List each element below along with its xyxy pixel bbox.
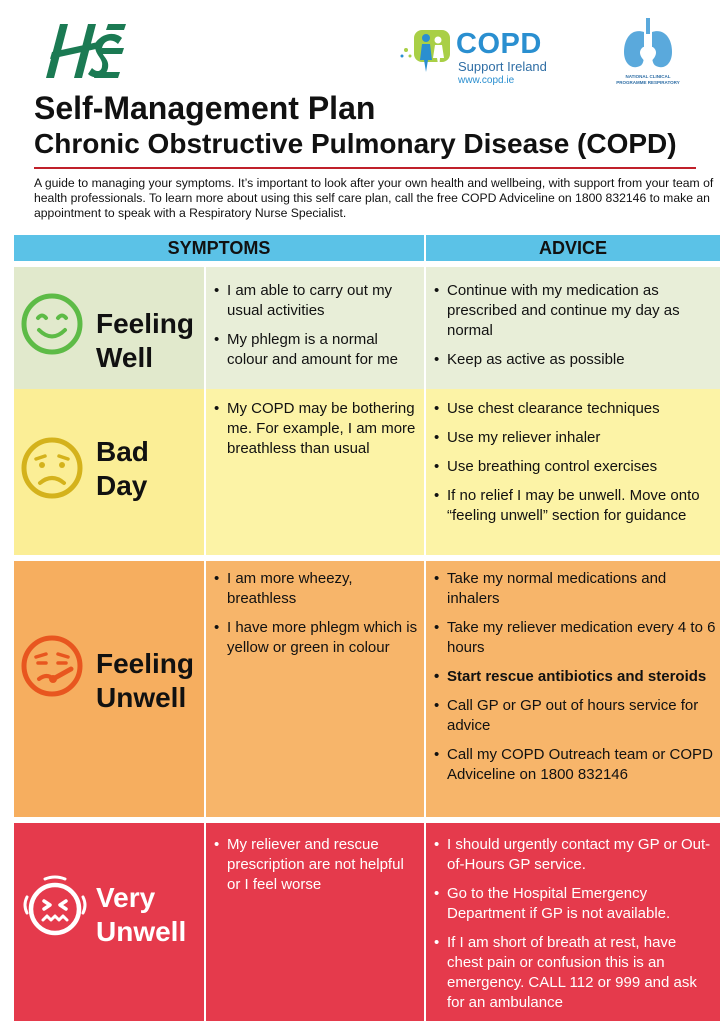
- symptom-item: • I am able to carry out my usual activities: [214, 281, 420, 321]
- advice-item: • Take my normal medications and inhalers: [434, 569, 716, 609]
- symptom-item: • My COPD may be bothering me. For example, I am more breathless than usual: [214, 399, 420, 459]
- smiling-face-icon: [19, 291, 85, 357]
- zone-label: Very Unwell: [96, 882, 187, 947]
- symptoms-header: SYMPTOMS: [14, 235, 424, 261]
- national-programme-text: NATIONAL CLINICAL PROGRAMME RESPIRATORY: [616, 74, 680, 85]
- advice-item: • Take my reliever medication every 4 to 6 hours: [434, 618, 716, 658]
- advice-item: • Use my reliever inhaler: [434, 428, 716, 448]
- advice-item: • Start rescue antibiotics and steroids: [434, 667, 716, 687]
- symptom-item: • I have more phlegm which is yellow or green in colour: [214, 618, 420, 658]
- symptom-item: • My reliever and rescue prescription are not helpful or I feel worse: [214, 835, 420, 895]
- lungs-heart-logo: [610, 14, 686, 92]
- page-title: Self-Management Plan: [34, 90, 376, 126]
- advice-item: • If no relief I may be unwell. Move onto “feeling unwell” section for guidance: [434, 486, 716, 526]
- advice-item: • Keep as active as possible: [434, 350, 716, 370]
- advice-item: • Call GP or GP out of hours service for advice: [434, 696, 716, 736]
- zone-label: Feeling Unwell: [96, 648, 195, 713]
- intro-text: A guide to managing your symptoms. It’s important to look after your own health and wellbeing, with support from your team of health professionals. To learn more about using this self care plan, call the free COPD Adviceline on 1800 832146 to make an appointment to speak with a Respiratory Nurse Specialist.: [34, 176, 714, 221]
- zone-label: Feeling Well: [96, 308, 195, 373]
- advice-item: • Use breathing control exercises: [434, 457, 716, 477]
- sick-thermometer-face-icon: [19, 633, 85, 699]
- advice-item: • Call my COPD Outreach team or COPD Adviceline on 1800 832146: [434, 745, 716, 785]
- self-management-table: [14, 235, 720, 1021]
- symptom-item: • I am more wheezy, breathless: [214, 569, 420, 609]
- distressed-face-icon: [19, 871, 91, 943]
- advice-item: • Use chest clearance techniques: [434, 399, 716, 419]
- advice-header: ADVICE: [426, 235, 720, 261]
- title-divider: [34, 167, 696, 169]
- zone-bad-day: [14, 389, 720, 555]
- copd-logo-url: www.copd.ie: [458, 75, 515, 86]
- symptom-item: • My phlegm is a normal colour and amount for me: [214, 330, 420, 370]
- page-subtitle: Chronic Obstructive Pulmonary Disease (COPD): [34, 128, 677, 159]
- hse-logo: [38, 18, 128, 84]
- zone-feeling-unwell: [14, 561, 720, 817]
- copd-logo-sub: Support Ireland: [458, 59, 547, 74]
- copd-support-ireland-logo: [398, 26, 558, 88]
- zone-label: Bad Day: [96, 436, 149, 501]
- advice-item: • I should urgently contact my GP or Out-of-Hours GP service.: [434, 835, 716, 875]
- worried-face-icon: [19, 435, 85, 501]
- advice-item: • Go to the Hospital Emergency Department if GP is not available.: [434, 884, 716, 924]
- advice-item: • If I am short of breath at rest, have chest pain or confusion this is an emergency. CALL 112 or 999 and ask for an ambulance: [434, 933, 716, 1013]
- advice-item: • Continue with my medication as prescribed and continue my day as normal: [434, 281, 716, 341]
- copd-logo-name: COPD: [456, 28, 542, 60]
- zone-very-unwell: [14, 823, 720, 1021]
